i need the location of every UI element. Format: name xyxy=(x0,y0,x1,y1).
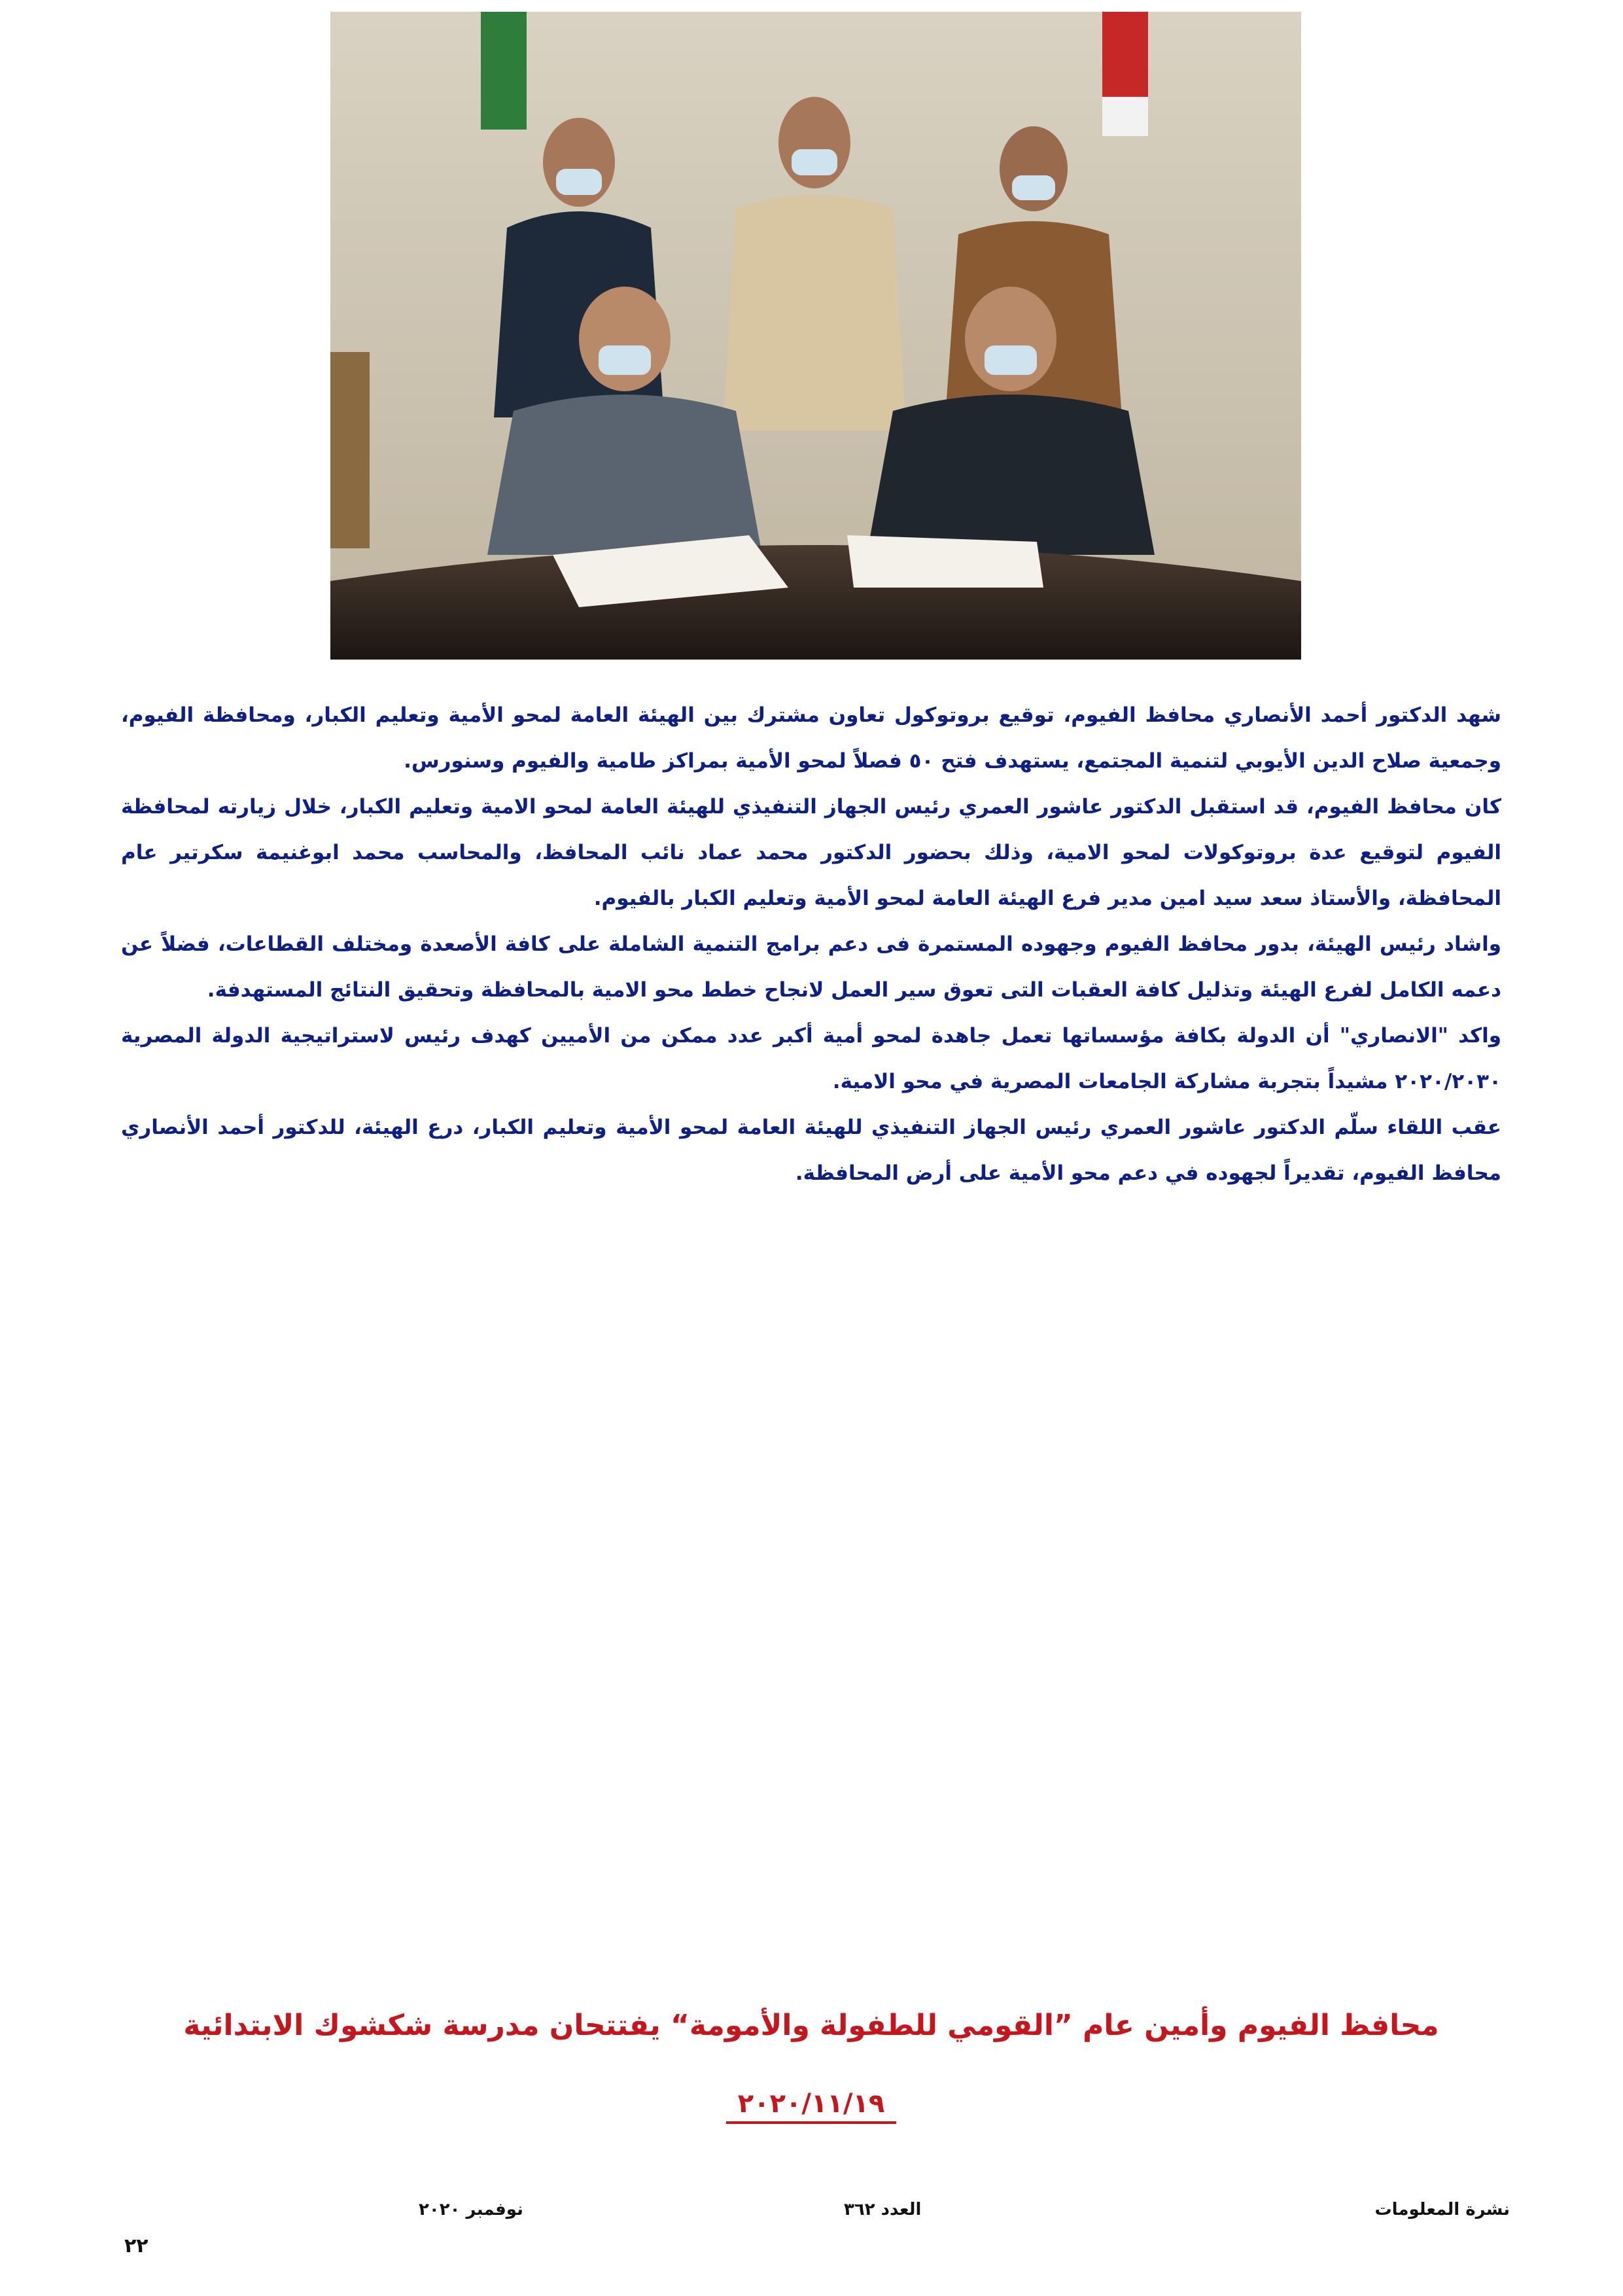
footer-month: نوفمبر ٢٠٢٠ xyxy=(419,2200,523,2219)
next-article-date: ٢٠٢٠/١١/١٩ xyxy=(726,2089,896,2124)
page-number: ٢٢ xyxy=(124,2234,148,2257)
article-paragraph: كان محافظ الفيوم، قد استقبل الدكتور عاشور العمري رئيس الجهاز التنفيذي للهيئة العامة لمحو الامية وتعليم الكبار، خلال زيارته لمحافظة الفيوم لتوقيع عدة بروتوكولات لمحو الامية، وذلك بحضور الدكتور محمد عماد نائب المحافظ، والمحاسب محمد ابوغنيمة سكرتير عام المحافظة، والأستاذ سعد سيد امين مدير فرع الهيئة العامة لمحو الأمية وتعليم الكبار بالفيوم. xyxy=(121,795,1501,910)
article-photo xyxy=(330,12,1301,660)
article-paragraph: عقب اللقاء سلّم الدكتور عاشور العمري رئيس الجهاز التنفيذي للهيئة العامة لمحو الأمية وتعليم الكبار، درع الهيئة، للدكتور أحمد الأنصاري محافظ الفيوم، تقديراً لجهوده في دعم محو الأمية على أرض المحافظة. xyxy=(121,1116,1501,1185)
photo-signing-ceremony xyxy=(330,12,1301,660)
article-body xyxy=(121,692,1501,1196)
footer-publication: نشرة المعلومات xyxy=(1374,2200,1510,2219)
article-paragraph: واكد "الانصاري" أن الدولة بكافة مؤسساتها تعمل جاهدة لمحو أمية أكبر عدد ممكن من الأميين كهدف رئيس لاستراتيجية الدولة المصرية ٢٠٢٠/٢٠٣٠ مشيداً بتجربة مشاركة الجامعات المصرية في محو الامية. xyxy=(121,1024,1501,1093)
article-paragraph: شهد الدكتور أحمد الأنصاري محافظ الفيوم، توقيع بروتوكول تعاون مشترك بين الهيئة العامة لمحو الأمية وتعليم الكبار، ومحافظة الفيوم، وجمعية صلاح الدين الأيوبي لتنمية المجتمع، يستهدف فتح ٥٠ فصلاً لمحو الأمية بمراكز طامية والفيوم وسنورس. xyxy=(121,703,1501,773)
article-paragraph: واشاد رئيس الهيئة، بدور محافظ الفيوم وجهوده المستمرة فى دعم برامج التنمية الشاملة على كافة الأصعدة ومختلف القطاعات، فضلاً عن دعمه الكامل لفرع الهيئة وتذليل كافة العقبات التى تعوق سير العمل لانجاح خطط محو الامية بالمحافظة وتحقيق النتائج المستهدفة. xyxy=(121,932,1501,1002)
next-article-headline: محافظ الفيوم وأمين عام ”القومي للطفولة والأمومة“ يفتتحان مدرسة شكشوك الابتدائية xyxy=(183,2009,1439,2042)
footer-issue: العدد ٣٦٢ xyxy=(844,2200,922,2219)
